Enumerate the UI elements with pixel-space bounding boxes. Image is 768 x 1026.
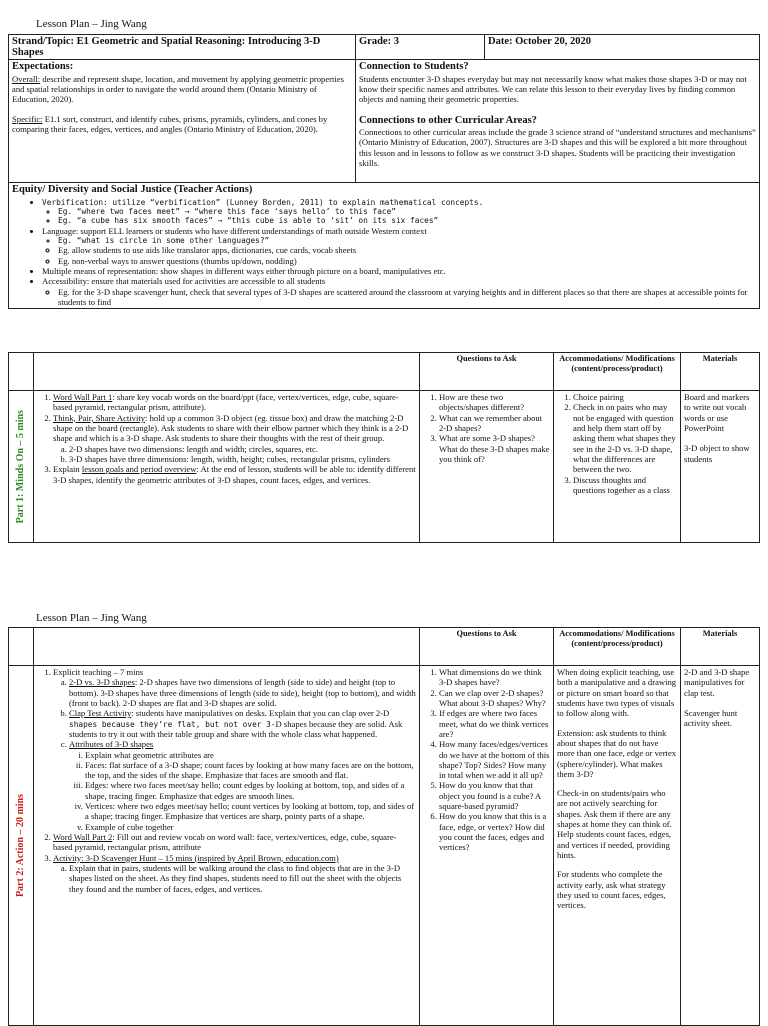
lesson-overview-table bbox=[8, 34, 760, 309]
expectations-title: Expectations: bbox=[12, 61, 74, 73]
part1-step bbox=[53, 464, 416, 485]
accommodation-item: 1. Choice pairing bbox=[573, 392, 677, 402]
step-text: : share key vocab words on the board/ppt (face, vertex/vertices, edge, cube, square-based pyramid, rectangular prism, attribute). bbox=[53, 392, 399, 413]
accommodation-item: Check-in on students/pairs who are not actively searching for shapes. Ask them if there are any shapes at home they can think of. Help students count faces, edges, and vertices if needed, providing hints. bbox=[557, 788, 672, 860]
step-title: Attributes of 3-D shapes bbox=[69, 739, 154, 750]
question-item: 3. What are some 3-D shapes? What do these 3-D shapes make you think of? bbox=[439, 433, 550, 464]
question-item: 4. How many faces/edges/vertices do we have at the bottom of this shape? Top? Sides? How many in total when we add it all up? bbox=[439, 739, 550, 780]
step-title: Clap Test Activity bbox=[69, 708, 132, 719]
accommodation-item: Extension: ask students to think about shapes that do not have more than one face, edge or vertex (sphere/cylinder). What makes them 3-D? bbox=[557, 727, 677, 779]
part2-step bbox=[53, 853, 416, 894]
equity-item bbox=[42, 276, 756, 307]
question-item: 1. What dimensions do we think 3-D shapes have? bbox=[439, 667, 550, 688]
part2-accommodations-header: Accommodations/ Modifications (content/process/product) bbox=[554, 628, 681, 666]
part1-materials-header: Materials bbox=[681, 353, 760, 391]
material-item: 2-D and 3-D shape manipulatives for clap test. bbox=[684, 667, 750, 698]
part1-substep: a. 2-D shapes have two dimensions: length and width; circles, squares, etc. bbox=[69, 444, 416, 454]
part1-substep: b. 3-D shapes have three dimensions: length, width, height; cubes, rectangular prisms, cylinders bbox=[69, 454, 416, 464]
part2-substep: a. Explain that in pairs, students will be walking around the class to find objects that are in the 3-D shapes listed on the sheet. As they find shapes, students need to fill out the sheet with the objects they found and the number of faces, edges, and vertices. bbox=[69, 863, 416, 894]
part2-step bbox=[53, 832, 416, 853]
part2-table bbox=[8, 627, 760, 1026]
curricular-title: Connections to other Curricular Areas? bbox=[359, 114, 537, 126]
step-text: : 2-D shapes have two dimensions of length (side to side) and height (top to bottom). 3-D shapes have three dimensions of length (side to side), height (top to bottom), and width (front to back). 2-D shapes are flat and 3-D shapes are solid. bbox=[69, 677, 416, 708]
step-title: Activity: 3-D Scavenger Hunt – 15 mins (inspired by April Brown, education.com) bbox=[53, 852, 339, 863]
accommodation-item: For students who complete the activity early, ask what strategy they used to count faces, edges, vertices. bbox=[557, 869, 666, 911]
attribute-item: ii. Faces: flat surface of a 3-D shape; count faces by looking at how many faces are on the bottom, the top, and the sides of the shape. Emphasize that faces are smooth and flat. bbox=[85, 760, 416, 781]
material-item: Board and markers to write out vocab words or use PowerPoint bbox=[684, 392, 750, 433]
step-title: lesson goals and period overview bbox=[81, 464, 197, 475]
part1-questions-header: Questions to Ask bbox=[420, 353, 554, 391]
part2-substep bbox=[69, 677, 416, 708]
part2-step bbox=[53, 667, 416, 832]
equity-cell bbox=[9, 183, 760, 309]
step-text-handwritten: shapes because they’re flat, but not over 3- bbox=[69, 719, 276, 729]
equity-subitem: ◦ Eg. “a cube has six smooth faces” → “this cube is able to ‘sit’ on its six faces” bbox=[58, 216, 756, 225]
equity-subitem: ◦ Eg. “where two faces meet” → “where this face ‘says hello’ to this face” bbox=[58, 207, 756, 216]
equity-subitem: ◦ Eg. “what is circle in some other languages?” bbox=[58, 236, 756, 245]
part1-label-cell bbox=[9, 391, 34, 543]
part1-materials bbox=[681, 391, 760, 543]
equity-item bbox=[42, 197, 756, 226]
part1-accommodations bbox=[554, 391, 681, 543]
attribute-item: v. Example of cube together bbox=[85, 822, 416, 832]
part2-label: Part 2: Action – 20 mins bbox=[15, 793, 26, 898]
part1-accommodations-header: Accommodations/ Modifications (content/process/product) bbox=[554, 353, 681, 391]
part2-substep bbox=[69, 739, 416, 832]
question-item: 6. How do you know that this is a face, edge, or vertex? How did you count the faces, edges and vertices? bbox=[439, 811, 550, 852]
step-text: Explicit teaching – 7 mins bbox=[53, 667, 144, 677]
expectations-cell bbox=[9, 60, 356, 183]
part2-questions bbox=[420, 666, 554, 1026]
page-header-2: Lesson Plan – Jing Wang bbox=[36, 612, 147, 624]
strand-topic: Strand/Topic: E1 Geometric and Spatial Reasoning: Introducing 3-D Shapes bbox=[9, 35, 356, 60]
accommodation-item: 3. Discuss thoughts and questions together as a class bbox=[573, 475, 677, 496]
step-text: : hold up a common 3-D object (eg. tissue box) and draw the matching 2-D shape on the board (rectangle). Ask students to share with their elbow partner which they think is a 2-D shape and which is a 3-D shape. Ask students to share their thoughts with the rest of their group. bbox=[53, 412, 409, 444]
equity-item: • Multiple means of representation: show shapes in different ways either through picture on a board, manipulatives etc. bbox=[42, 266, 756, 276]
specific-expectation bbox=[12, 114, 352, 135]
part1-blank-header bbox=[34, 353, 420, 391]
equity-list bbox=[12, 197, 756, 308]
equity-language: Language: support ELL learners or students who have different understandings of math outside Western context bbox=[42, 225, 427, 236]
attribute-item: iv. Vertices: where two edges meet/say hello; count vertices by looking at bottom, top, and sides of a shape; tracing finger. Emphasize that vertices are sharp, pointy parts of a shape. bbox=[85, 801, 416, 822]
equity-title: Equity/ Diversity and Social Justice (Teacher Actions) bbox=[12, 184, 253, 196]
step-title: Word Wall Part 1 bbox=[53, 392, 113, 402]
equity-subitem: ◦ Eg. non-verbal ways to answer questions (thumbs up/down, nodding) bbox=[58, 256, 756, 266]
part1-blank-header bbox=[9, 353, 34, 391]
connections-cell bbox=[356, 60, 760, 183]
equity-subitem: ◦ Eg. for the 3-D shape scavenger hunt, check that several types of 3-D shapes are scattered around the classroom at varying heights and in different places so that there are shapes at accessible points for students to find bbox=[58, 287, 756, 308]
question-item: 5. How do you know that that object you found is a cube? A square-based pyramid? bbox=[439, 780, 550, 811]
connection-text: Students encounter 3-D shapes everyday but may not necessarily know what makes those shapes 3-D or may not know their specific names and attributes. We can relate this lesson to their everyday lives by finding common objects and naming their geometric properties. bbox=[359, 73, 747, 105]
material-item: 3-D object to show students bbox=[684, 443, 750, 464]
part2-materials bbox=[681, 666, 760, 1026]
equity-accessibility: Accessibility: ensure that materials used for activities are accessible to all students bbox=[42, 276, 326, 287]
step-text: : At the end of lesson, students will be able to: identify different 3-D shapes, identify the geometric attributes of 3-D shapes, count faces, edges, and vertices. bbox=[53, 464, 416, 485]
specific-label: Specific: bbox=[12, 113, 43, 124]
material-item: Scavenger hunt activity sheet. bbox=[684, 707, 738, 729]
specific-text: E1.1 sort, construct, and identify cubes, prisms, pyramids, cylinders, and cones by comparing their faces, edges, vertices, and angles (Ontario Ministry of Education, 2020). bbox=[12, 113, 328, 134]
grade: Grade: 3 bbox=[356, 35, 485, 60]
part1-questions bbox=[420, 391, 554, 543]
curricular-text: Connections to other curricular areas include the grade 3 science strand of “understand structures and mechanisms” (Ontario Ministry of Education, 2007). Structures are 3-D shapes and this will be explored a bit more throughout this lesson and in lessons to follow as we construct 3-D shapes. Students will be practicing their investigation skills. bbox=[359, 127, 756, 169]
part2-questions-header: Questions to Ask bbox=[420, 628, 554, 666]
date: Date: October 20, 2020 bbox=[485, 35, 760, 60]
step-text: : students have manipulatives on desks. Explain that you can clap over 2-D bbox=[131, 708, 390, 719]
accommodation-item: When doing explicit teaching, use both a manipulative and a drawing or picture on smart board so that students have two types of visuals to follow along with. bbox=[557, 667, 677, 719]
equity-subitem: ◦ Eg. allow students to use aids like translator apps, dictionaries, cue cards, vocab sheets bbox=[58, 245, 756, 255]
step-text: : Fill out and review vocab on word wall: face, vertex/vertices, edge, cube, square-based pyramid, rectangular prism, attribute bbox=[53, 832, 397, 853]
step-title: 2-D vs. 3-D shapes bbox=[69, 677, 135, 688]
attribute-item: i. Explain what geometric attributes are bbox=[85, 750, 416, 760]
question-item: 2. What can we remember about 2-D shapes? bbox=[439, 413, 550, 434]
part1-step bbox=[53, 413, 416, 465]
attribute-item: iii. Edges: where two faces meet/say hello; count edges by looking at bottom, top, and sides of a shape, tracing finger. Emphasize that edges are smooth lines. bbox=[85, 780, 416, 801]
part1-step bbox=[53, 392, 416, 413]
step-text: Explain bbox=[53, 464, 82, 475]
overall-text: describe and represent shape, location, and movement by applying geometric properties and spatial relationships in order to navigate the world around them (Ontario Ministry of Education, 2020). bbox=[12, 73, 344, 105]
connection-title: Connection to Students? bbox=[359, 61, 469, 73]
step-title: Think, Pair, Share Activity bbox=[53, 412, 146, 423]
part2-blank-header bbox=[34, 628, 420, 666]
question-item: 2. Can we clap over 2-D shapes? What about 3-D shapes? Why? bbox=[439, 688, 550, 709]
part2-steps bbox=[34, 666, 420, 1026]
overall-label: Overall: bbox=[12, 73, 41, 84]
part2-materials-header: Materials bbox=[681, 628, 760, 666]
part2-blank-header bbox=[9, 628, 34, 666]
part2-label-cell bbox=[9, 666, 34, 1026]
part1-table bbox=[8, 352, 760, 543]
part2-substep bbox=[69, 708, 416, 739]
part1-steps bbox=[34, 391, 420, 543]
question-item: 3. If edges are where two faces meet, what do we think vertices are? bbox=[439, 708, 550, 739]
part2-accommodations bbox=[554, 666, 681, 1026]
overall-expectation bbox=[12, 74, 352, 105]
equity-item bbox=[42, 226, 756, 266]
step-text: D shapes because they are solid. Ask students to try it out with their table group and share with the whole class what happened. bbox=[69, 718, 403, 739]
step-title: Word Wall Part 2 bbox=[53, 832, 113, 843]
question-item: 1. How are these two objects/shapes different? bbox=[439, 392, 550, 413]
equity-verbification: Verbification: utilize “verbification” (Lunney Borden, 2011) to explain mathematical concepts. bbox=[42, 197, 484, 207]
accommodation-item: 2. Check in on pairs who may not be engaged with question and help them start off by asking them what shapes they see in the 2-D vs. 3-D shape, what the differences are between the two. bbox=[573, 402, 677, 474]
page-header: Lesson Plan – Jing Wang bbox=[36, 18, 147, 30]
part1-label: Part 1: Minds On – 5 mins bbox=[15, 409, 26, 524]
